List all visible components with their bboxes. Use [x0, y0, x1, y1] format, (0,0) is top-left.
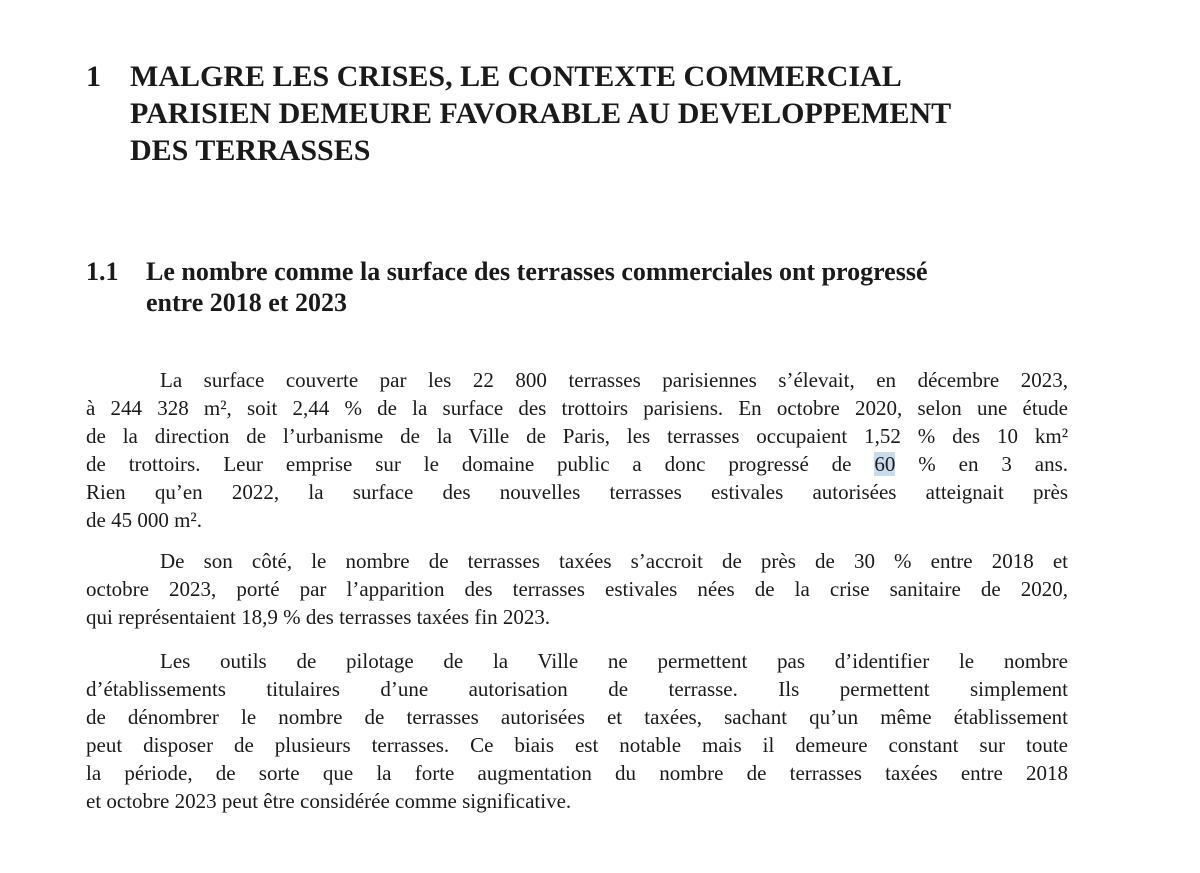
selected-text-highlight[interactable]: 60 — [874, 452, 896, 476]
text-segment: de trottoirs. Leur emprise sur le domaine public a donc progressé de — [86, 452, 875, 476]
paragraph-line: Les outils de pilotage de la Ville ne permettent pas d’identifier le nombre — [160, 649, 1068, 673]
paragraph-line: qui représentaient 18,9 % des terrasses taxées fin 2023. — [86, 605, 551, 629]
paragraph-line: De son côté, le nombre de terrasses taxées s’accroit de près de 30 % entre 2018 et — [160, 549, 1068, 573]
paragraph-line: peut disposer de plusieurs terrasses. Ce biais est notable mais il demeure constant sur toute — [86, 733, 1068, 757]
paragraph-line: de dénombrer le nombre de terrasses autorisées et taxées, sachant qu’un même établissement — [86, 705, 1068, 729]
paragraph-line: et octobre 2023 peut être considérée comme significative. — [86, 789, 572, 813]
subsection-title-line: entre 2018 et 2023 — [146, 288, 347, 317]
paragraph-line: de la direction de l’urbanisme de la Ville de Paris, les terrasses occupaient 1,52 % des 10 km² — [86, 424, 1068, 448]
paragraph-taxed-terraces — [86, 547, 1068, 631]
section-heading-1 — [86, 58, 1086, 169]
paragraph-line: à 244 328 m², soit 2,44 % de la surface des trottoirs parisiens. En octobre 2020, selon une étude — [86, 396, 1068, 420]
subsection-title — [146, 256, 1086, 318]
paragraph-line: d’établissements titulaires d’une autorisation de terrasse. Ils permettent simplement — [86, 677, 1068, 701]
section-title-line: MALGRE LES CRISES, LE CONTEXTE COMMERCIAL — [130, 60, 902, 93]
paragraph-surface — [86, 366, 1068, 534]
subsection-title-line: Le nombre comme la surface des terrasses commerciales ont progressé — [146, 257, 928, 286]
subsection-heading-1-1 — [86, 256, 1086, 318]
section-title-line: PARISIEN DEMEURE FAVORABLE AU DEVELOPPEMENT — [130, 97, 952, 130]
paragraph-steering-tools — [86, 647, 1068, 815]
paragraph-line: de 45 000 m². — [86, 508, 202, 532]
section-number: 1 — [86, 60, 101, 93]
section-title — [130, 58, 1086, 169]
paragraph-line: la période, de sorte que la forte augmentation du nombre de terrasses taxées entre 2018 — [86, 761, 1068, 785]
section-title-line: DES TERRASSES — [130, 134, 371, 167]
paragraph-line: La surface couverte par les 22 800 terrasses parisiennes s’élevait, en décembre 2023, — [160, 368, 1068, 392]
paragraph-line — [86, 450, 1068, 478]
subsection-number: 1.1 — [86, 257, 119, 286]
paragraph-line: Rien qu’en 2022, la surface des nouvelles terrasses estivales autorisées atteignait près — [86, 480, 1068, 504]
text-segment: % en 3 ans. — [895, 452, 1068, 476]
paragraph-line: octobre 2023, porté par l’apparition des terrasses estivales nées de la crise sanitaire de 2020, — [86, 577, 1068, 601]
